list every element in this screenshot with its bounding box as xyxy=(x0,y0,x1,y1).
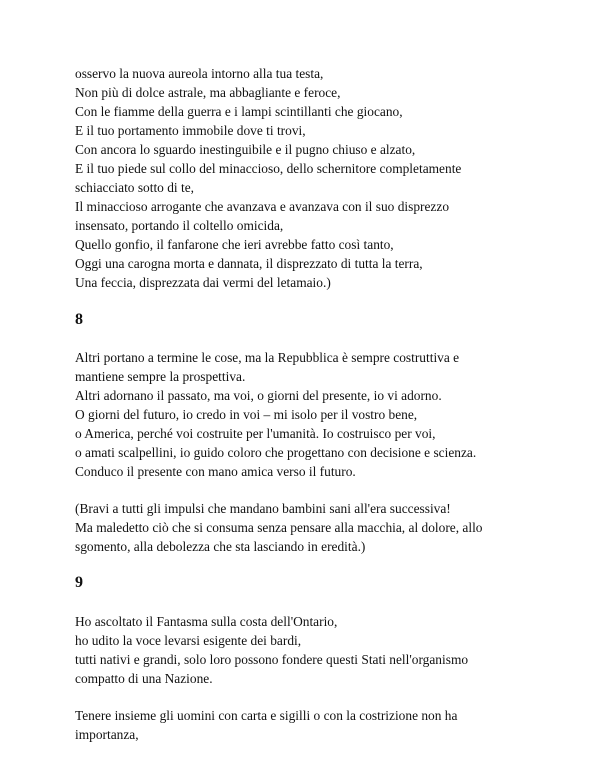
text-line: E il tuo piede sul collo del minaccioso, dello schernitore completamente xyxy=(75,161,462,176)
text-line: o America, perché voi costruite per l'umanità. Io costruisco per voi, xyxy=(75,426,436,441)
text-line: ho udito la voce levarsi esigente dei bardi, xyxy=(75,633,302,648)
text-line: Tenere insieme gli uomini con carta e sigilli o con la costrizione non ha xyxy=(75,708,458,723)
text-line: Ma maledetto ciò che si consuma senza pensare alla macchia, al dolore, allo xyxy=(75,520,483,535)
text-line: osservo la nuova aureola intorno alla tua testa, xyxy=(75,66,324,81)
text-line: Non più di dolce astrale, ma abbagliante e feroce, xyxy=(75,85,341,100)
text-line: tutti nativi e grandi, solo loro possono fondere questi Stati nell'organismo xyxy=(75,652,469,667)
poem-stanza-3 xyxy=(75,499,575,556)
text-line: Il minaccioso arrogante che avanzava e avanzava con il suo disprezzo xyxy=(75,199,450,214)
text-line: Ho ascoltato il Fantasma sulla costa dell'Ontario, xyxy=(75,614,338,629)
text-line: O giorni del futuro, io credo in voi – mi isolo per il vostro bene, xyxy=(75,407,418,422)
section-number-8: 8 xyxy=(75,311,83,328)
text-line: schiacciato sotto di te, xyxy=(75,180,194,195)
text-line: Conduco il presente con mano amica verso il futuro. xyxy=(75,464,356,479)
poem-stanza-1 xyxy=(75,64,575,292)
text-line: Con le fiamme della guerra e i lampi scintillanti che giocano, xyxy=(75,104,403,119)
text-line: Altri adornano il passato, ma voi, o giorni del presente, io vi adorno. xyxy=(75,388,442,403)
document-page xyxy=(75,64,575,744)
text-line: insensato, portando il coltello omicida, xyxy=(75,218,284,233)
text-line: (Bravi a tutti gli impulsi che mandano bambini sani all'era successiva! xyxy=(75,501,451,516)
text-line: E il tuo portamento immobile dove ti trovi, xyxy=(75,123,306,138)
text-line: Una feccia, disprezzata dai vermi del letamaio.) xyxy=(75,275,331,290)
text-line: sgomento, alla debolezza che sta lasciando in eredità.) xyxy=(75,539,366,554)
text-line: mantiene sempre la prospettiva. xyxy=(75,369,246,384)
text-line: compatto di una Nazione. xyxy=(75,671,213,686)
poem-stanza-5 xyxy=(75,706,575,744)
text-line: Altri portano a termine le cose, ma la Repubblica è sempre costruttiva e xyxy=(75,350,460,365)
poem-stanza-4 xyxy=(75,612,575,688)
poem-stanza-2 xyxy=(75,348,575,481)
text-line: Con ancora lo sguardo inestinguibile e il pugno chiuso e alzato, xyxy=(75,142,416,157)
text-line: Oggi una carogna morta e dannata, il disprezzato di tutta la terra, xyxy=(75,256,423,271)
text-line: Quello gonfio, il fanfarone che ieri avrebbe fatto così tanto, xyxy=(75,237,394,252)
section-number-9: 9 xyxy=(75,574,83,591)
text-line: o amati scalpellini, io guido coloro che progettano con decisione e scienza. xyxy=(75,445,477,460)
text-line: importanza, xyxy=(75,727,139,742)
